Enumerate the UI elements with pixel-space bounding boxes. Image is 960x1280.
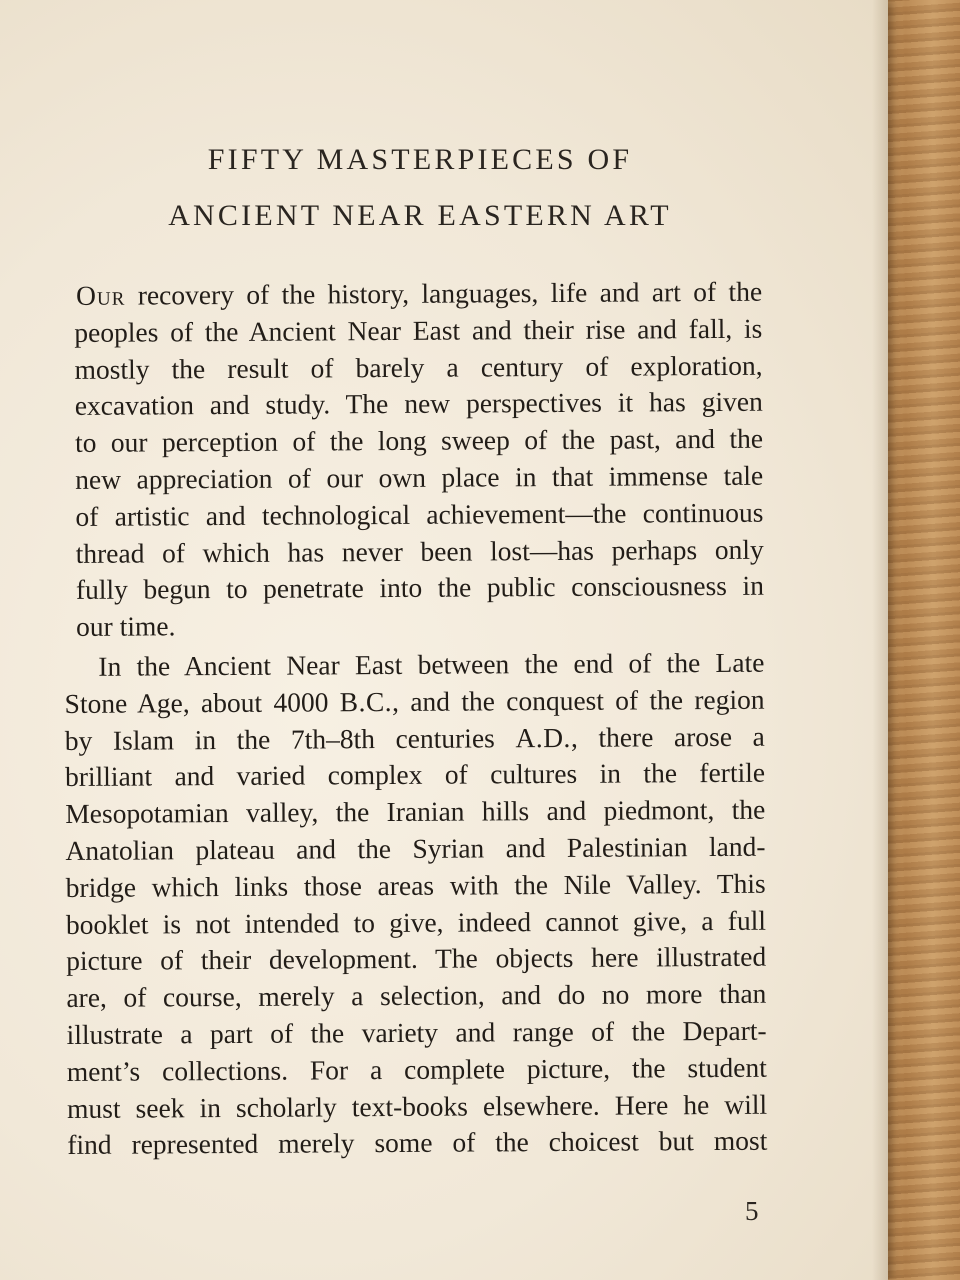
text-line: illustrate a part of the variety and range of the Depart- — [66, 1014, 767, 1050]
text-line: our time. — [76, 610, 176, 643]
text-line: peoples of the Ancient Near East and their rise and fall, is — [74, 312, 763, 348]
text-line: excavation and study. The new perspectives it has given — [74, 386, 763, 422]
text-line — [62, 274, 762, 315]
text-line: picture of their development. The objects here illustrated — [66, 941, 767, 977]
text-line — [64, 681, 764, 722]
lead-word: Our — [76, 279, 126, 311]
text-segment: by Islam in the 7th–8th centuries — [64, 721, 516, 756]
text-line: Mesopotamian valley, the Iranian hills and piedmont, the — [65, 793, 766, 830]
text-line: must seek in scholarly text-books elsewhere. Here he will — [66, 1088, 768, 1124]
text-line: ment’s collections. For a complete picture, the student — [66, 1051, 767, 1087]
text-segment: , and the conquest of the region — [392, 683, 765, 717]
era-abbreviation: B.C. — [339, 685, 393, 718]
text-line: bridge which links those areas with the Nile Valley. This — [65, 867, 766, 903]
page-title-line-1: FIFTY MASTERPIECES OF — [207, 143, 633, 176]
paragraph-1 — [62, 274, 764, 646]
text-line: Anatolian plateau and the Syrian and Palestinian land- — [65, 830, 766, 866]
text-line: booklet is not intended to give, indeed cannot give, a full — [65, 904, 767, 940]
text-line: mostly the result of barely a century of exploration, — [74, 349, 763, 385]
text-segment: Stone Age, about 4000 — [64, 686, 340, 719]
text-line: find represented merely some of the choicest but most — [67, 1125, 768, 1161]
text-line: are, of course, merely a selection, and do no more than — [66, 977, 767, 1014]
text-line: new appreciation of our own place in that immense tale — [75, 459, 764, 495]
text-line-content: recovery of the history, languages, life and art of the — [125, 275, 763, 311]
page-number: 5 — [745, 1196, 759, 1226]
text-line: of artistic and technological achievement—the continuous — [75, 496, 764, 532]
page-edge-shadow — [872, 0, 888, 1280]
page-title-line-2: ANCIENT NEAR EASTERN ART — [168, 199, 672, 232]
body-text — [62, 274, 767, 1164]
text-line: to our perception of the long sweep of the past, and the — [74, 422, 764, 459]
text-line: fully begun to penetrate into the public consciousness in — [75, 570, 764, 606]
text-line: In the Ancient Near East between the end of the Late — [98, 646, 765, 682]
text-segment: , there arose a — [570, 720, 765, 753]
text-line: thread of which has never been lost—has perhaps only — [75, 533, 764, 569]
paragraph-2 — [64, 645, 767, 1164]
era-abbreviation: A.D. — [515, 721, 571, 753]
text-line — [65, 718, 765, 759]
text-line: brilliant and varied complex of cultures in the fertile — [64, 757, 766, 793]
